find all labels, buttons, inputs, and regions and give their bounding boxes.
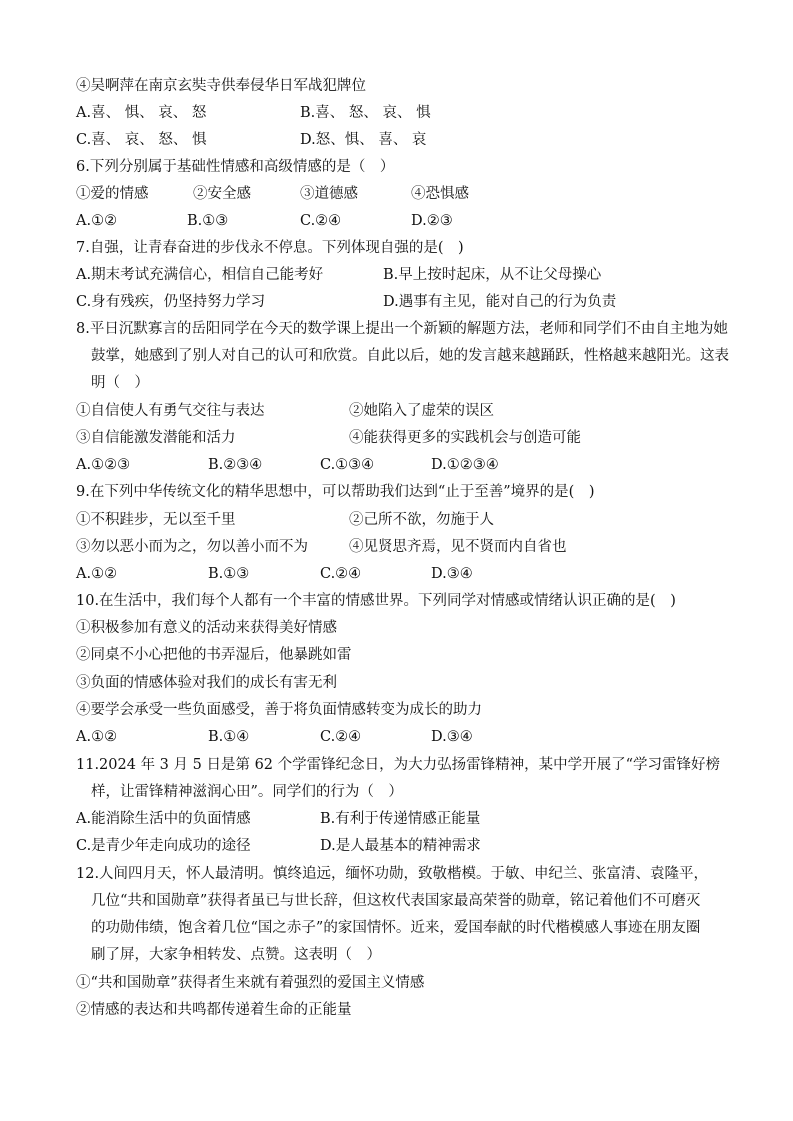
q8-stem-line-3: 明（ ） xyxy=(91,375,149,391)
q9-statement-4: ④见贤思齐焉，见不贤而内自省也 xyxy=(349,539,567,555)
q7-option-b: B.早上按时起床，从不让父母操心 xyxy=(383,267,602,283)
q10-option-b: B.①④ xyxy=(208,729,250,745)
q8-statement-2: ②她陷入了虚荣的误区 xyxy=(349,403,494,419)
q9-option-c: C.②④ xyxy=(320,566,362,582)
q10-statement-3: ③负面的情感体验对我们的成长有害无利 xyxy=(76,675,337,691)
q9-option-b: B.①③ xyxy=(208,566,250,582)
q6-statement-4: ④恐惧感 xyxy=(411,186,469,202)
q8-statement-3: ③自信能激发潜能和活力 xyxy=(76,430,236,446)
q8-option-c: C.①③④ xyxy=(320,457,375,473)
q5-statement-4: ④吴啊萍在南京玄奘寺供奉侵华日军战犯牌位 xyxy=(76,78,366,94)
q7-option-d: D.遇事有主见，能对自己的行为负责 xyxy=(383,294,617,310)
q10-option-c: C.②④ xyxy=(320,729,362,745)
q8-option-a: A.①②③ xyxy=(76,457,131,473)
q9-option-a: A.①② xyxy=(76,566,118,582)
q11-stem-line-2: 样，让雷锋精神滋润心田”。同学们的行为（ ） xyxy=(91,784,403,800)
q11-option-d: D.是人最基本的精神需求 xyxy=(320,838,481,854)
q5-option-c: C.喜、 哀、 怒、 惧 xyxy=(76,132,207,148)
q5-option-d: D.怒、惧、 喜、 哀 xyxy=(300,132,427,148)
q12-stem-line-1: 12.人间四月天，怀人最清明。慎终追远，缅怀功勋，致敬楷模。于敏、申纪兰、张富清、袁隆平， xyxy=(76,866,709,882)
q12-statement-2: ②情感的表达和共鸣都传递着生命的正能量 xyxy=(76,1002,352,1018)
q8-statement-4: ④能获得更多的实践机会与创造可能 xyxy=(349,430,581,446)
q6-statement-1: ①爱的情感 xyxy=(76,186,149,202)
q11-option-b: B.有利于传递情感正能量 xyxy=(320,811,481,827)
q10-statement-2: ②同桌不小心把他的书弄湿后，他暴跳如雷 xyxy=(76,647,352,663)
q10-option-a: A.①② xyxy=(76,729,118,745)
q10-statement-1: ①积极参加有意义的活动来获得美好情感 xyxy=(76,620,337,636)
q6-option-a: A.①② xyxy=(76,213,118,229)
q11-stem-line-1: 11.2024 年 3 月 5 日是第 62 个学雷锋纪念日，为大力弘扬雷锋精神，某中学开展了“学习雷锋好榜 xyxy=(76,757,721,773)
q5-option-b: B.喜、 怒、 哀、 惧 xyxy=(300,105,431,121)
q9-stem: 9.在下列中华传统文化的精华思想中，可以帮助我们达到“止于至善”境界的是( ) xyxy=(76,484,595,500)
q8-statement-1: ①自信使人有勇气交往与表达 xyxy=(76,403,265,419)
q8-stem-line-2: 鼓掌，她感到了别人对自己的认可和欣赏。自此以后，她的发言越来越踊跃，性格越来越阳光。这表 xyxy=(91,348,729,364)
q8-option-b: B.②③④ xyxy=(208,457,263,473)
q12-statement-1: ①“共和国勋章”获得者生来就有着强烈的爱国主义情感 xyxy=(76,975,425,991)
q6-statement-3: ③道德感 xyxy=(300,186,358,202)
q11-option-a: A.能消除生活中的负面情感 xyxy=(76,811,251,827)
q6-statement-2: ②安全感 xyxy=(193,186,251,202)
q9-statement-2: ②己所不欲，勿施于人 xyxy=(349,512,494,528)
q10-stem: 10.在生活中，我们每个人都有一个丰富的情感世界。下列同学对情感或情绪认识正确的是( ) xyxy=(76,593,676,609)
q7-option-a: A.期末考试充满信心，相信自己能考好 xyxy=(76,267,324,283)
q10-statement-4: ④要学会承受一些负面感受，善于将负面情感转变为成长的助力 xyxy=(76,702,482,718)
q6-option-c: C.②④ xyxy=(300,213,342,229)
q12-stem-line-3: 的功勋伟绩，饱含着几位“国之赤子”的家国情怀。近来，爱国奉献的时代楷模感人事迹在朋友圈 xyxy=(91,920,701,936)
q8-option-d: D.①②③④ xyxy=(431,457,499,473)
q6-option-d: D.②③ xyxy=(411,213,453,229)
q9-statement-1: ①不积跬步，无以至千里 xyxy=(76,512,236,528)
q12-stem-line-2: 几位“共和国勋章”获得者虽已与世长辞，但这枚代表国家最高荣誉的勋章，铭记着他们不可磨灭 xyxy=(91,893,701,909)
q6-option-b: B.①③ xyxy=(187,213,229,229)
q6-stem: 6.下列分别属于基础性情感和高级情感的是（ ） xyxy=(76,159,395,175)
q5-option-a: A.喜、 惧、 哀、 怒 xyxy=(76,105,207,121)
q12-stem-line-4: 刷了屏，大家争相转发、点赞。这表明（ ） xyxy=(91,947,381,963)
q9-statement-3: ③勿以恶小而为之，勿以善小而不为 xyxy=(76,539,308,555)
q7-stem: 7.自强，让青春奋进的步伐永不停息。下列体现自强的是( ) xyxy=(76,240,464,256)
q9-option-d: D.③④ xyxy=(431,566,473,582)
q10-option-d: D.③④ xyxy=(431,729,473,745)
q11-option-c: C.是青少年走向成功的途径 xyxy=(76,838,251,854)
q8-stem-line-1: 8.平日沉默寡言的岳阳同学在今天的数学课上提出一个新颖的解题方法，老师和同学们不由自主地为她 xyxy=(76,321,728,337)
q7-option-c: C.身有残疾，仍坚持努力学习 xyxy=(76,294,266,310)
